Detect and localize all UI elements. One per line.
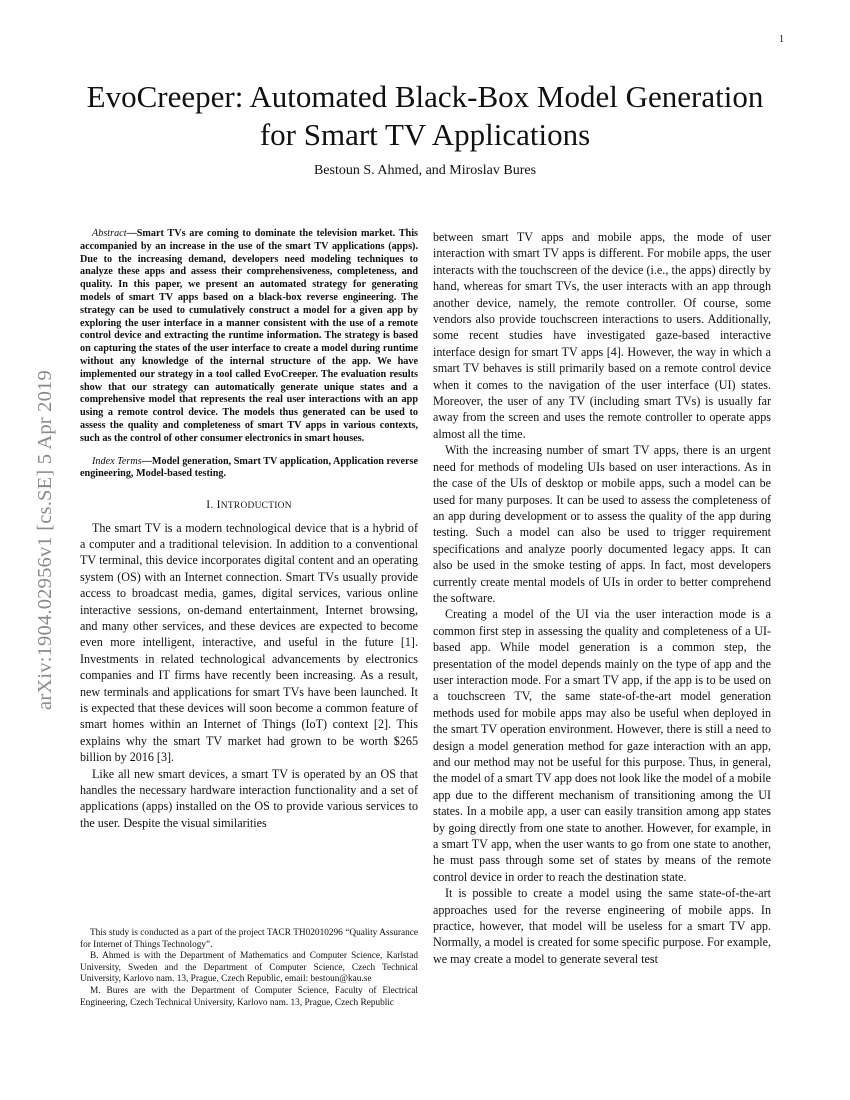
paper-title: EvoCreeper: Automated Black-Box Model Generation for Smart TV Applications <box>86 79 764 152</box>
page-number: 1 <box>779 34 784 45</box>
abstract <box>80 228 418 446</box>
section-heading <box>80 497 418 514</box>
abstract-text: —Smart TVs are coming to dominate the television market. This accompanied by an increase in the use of the smart TV applications (apps). Due to the increasing demand, developers need modeling techniques to analyze these apps and assess their comprehensiveness, completeness, and quality. In this paper, we present an automated strategy for generating models of smart TV apps based on a black-box reverse engineering. The strategy can be used to cumulatively construct a model for a given app by exploring the user interface in a manner consistent with the use of a remote control device and extracting the runtime information. The strategy is based on capturing the states of the user interface to create a model during runtime without any knowledge of the internal structure of the app. We have implemented our strategy in a tool called EvoCreeper. The evaluation results show that our strategy can automatically generate unique states and a comprehensive model that represents the real user interactions with an app using a remote control device. The models thus generated can be used to assess the quality and completeness of smart TV apps in various contexts, such as the control of other consumer electronics in smart houses. <box>80 228 418 444</box>
abstract-lead: Abstract <box>92 228 127 239</box>
body-paragraph: Like all new smart devices, a smart TV is operated by an OS that handles the necessary hardware interaction functionality and a set of applications (apps) installed on the OS to provide various services to the user. Despite the visual similarities <box>80 766 418 830</box>
footnote: This study is conducted as a part of the project TACR TH02010296 “Quality Assurance for Internet of Things Technology”. <box>80 928 418 950</box>
arxiv-stamp: arXiv:1904.02956v1 [cs.SE] 5 Apr 2019 <box>34 370 56 710</box>
body-paragraph: With the increasing number of smart TV apps, there is an urgent need for methods of modeling UIs based on user interactions. As in the case of the UIs of desktop or mobile apps, such a model can be used for many purposes. It can be used to assess the completeness of an app during development or to assess the quality of the app during testing. Such a model can also be used to trigger requirement specifications and analyze poorly documented legacy apps. It can also be used in the smoke testing of apps. In fact, most developers currently create mental models of UIs in order to better comprehend the software. <box>433 443 771 605</box>
index-terms-text: —Model generation, Smart TV application, Application reverse engineering, Model-based testing. <box>80 455 419 480</box>
body-paragraph: between smart TV apps and mobile apps, the mode of user interaction with smart TV apps is different. For mobile apps, the user interacts with the touchscreen of the device (i.e., the apps) directly by hand, whereas for smart TVs, the user interacts with an app through another device, namely, the remote controller. Of course, some vendors also provide touchscreen interactions to users. Additionally, some recent studies have investigated gaze-based interactive interface design for smart TV apps [4]. However, the way in which a smart TV behaves is still primarily based on a remote control device when it comes to the navigation of the user interface (UI) states. Moreover, the user of any TV (including smart TVs) is usually far away from the screen and uses the remote controller to operate apps almost all the time. <box>433 230 771 441</box>
right-column <box>433 229 771 967</box>
index-terms <box>80 456 418 482</box>
paper-authors: Bestoun S. Ahmed, and Miroslav Bures <box>313 163 537 178</box>
footnote: B. Ahmed is with the Department of Mathematics and Computer Science, Karlstad University, Sweden and the Department of Computer Science, Czech Technical University, Karlovo nam. 13, Prague, Czech Republic, email: bestoun@kau.se <box>80 951 418 985</box>
body-paragraph: Creating a model of the UI via the user interaction mode is a common first step in assessing the quality and completeness of a UI-based app. While model generation is a common step, the presentation of the model depends mainly on the type of app and the user interaction mode. For a smart TV app, if the app is to be used on a touchscreen TV, the same state-of-the-art model generation methods used for mobile apps may also be useful when deployed in the smart TV operation environment. However, there is still a need to design a model generation method for gaze interaction with an app, and our method may not be useful for this purpose. Thus, in general, the model of a smart TV app does not look like the model of a mobile app due to the different mechanism of transitioning among the UI states. In a mobile app, a user can easily transition among app states by going directly from one state to another. However, for example, in a smart TV app, when the user wants to go from one state to another, he must pass through some set of states by means of the remote control device in order to reach the destination state. <box>433 607 771 884</box>
body-paragraph: The smart TV is a modern technological device that is a hybrid of a computer and a traditional television. In addition to a conventional TV terminal, this device incorporates digital content and an operating system (OS) with an Internet connection. Smart TVs usually provide access to broadcast media, games, digital services, various online interactive sessions, on-demand entertainment, Internet browsing, and many other services, and these devices are expected to become even more intelligent, interactive, and useful in the future [1]. Investments in related technological advancements by electronics companies and IT firms have recently been increasing. As a result, new terminals and applications for smart TVs have been launched. It is expected that these devices will soon become a common feature of smart homes within an Internet of Things (IoT) context [2]. This explains why the smart TV market had grown to be worth $265 billion by 2016 [3]. <box>80 520 418 765</box>
footnotes <box>80 928 418 1009</box>
footnote: M. Bures are with the Department of Computer Science, Faculty of Electrical Engineering, Czech Technical University, Karlovo nam. 13, Prague, Czech Republic <box>80 985 418 1008</box>
left-column <box>80 228 418 831</box>
section-heading-text: I. INTRODUCTION <box>206 499 292 512</box>
index-terms-lead: Index Terms <box>92 455 142 467</box>
body-paragraph: It is possible to create a model using the same state-of-the-art approaches used for the reverse engineering of mobile apps. In practice, however, that model will be useless for a smart TV app. Normally, a model is created for some specific purpose. For example, we may create a model to generate several test <box>433 886 771 966</box>
